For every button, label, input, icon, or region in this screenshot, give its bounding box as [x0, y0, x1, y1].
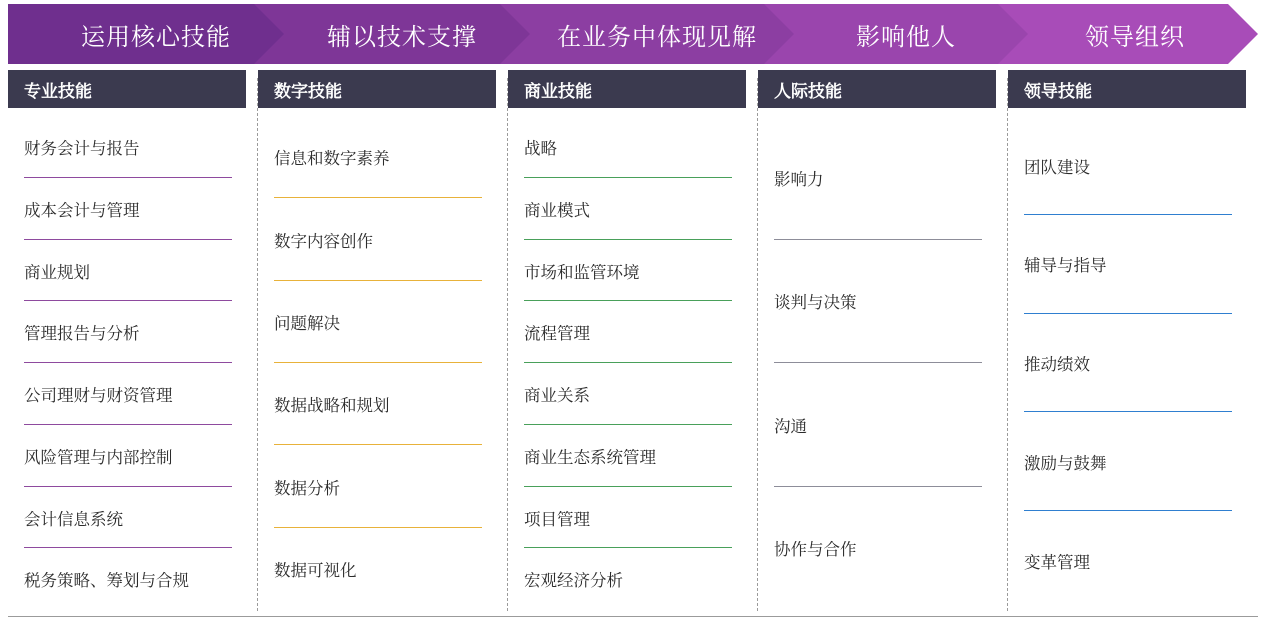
chevron-label-4: 影响他人	[856, 23, 956, 51]
skills-columns	[8, 70, 1258, 615]
list-item[interactable]: 项目管理	[524, 486, 732, 548]
list-item[interactable]: 流程管理	[524, 300, 732, 362]
column-leadership-skills	[1008, 70, 1258, 615]
list-item[interactable]: 战略	[524, 140, 557, 159]
list-item[interactable]: 数据可视化	[274, 527, 482, 609]
list-item[interactable]: 数据战略和规划	[274, 362, 482, 444]
list-item[interactable]: 成本会计与管理	[24, 177, 232, 239]
chevron-stage-3[interactable]	[500, 4, 800, 64]
column-body-5	[1008, 108, 1258, 615]
list-item[interactable]: 影响力	[774, 170, 824, 189]
list-item[interactable]: 激励与鼓舞	[1024, 411, 1232, 510]
list-item[interactable]: 公司理财与财资管理	[24, 362, 232, 424]
chevron-stage-4[interactable]	[764, 4, 1034, 64]
column-header-2: 数字技能	[258, 70, 496, 108]
column-header-5: 领导技能	[1008, 70, 1246, 108]
column-header-1: 专业技能	[8, 70, 246, 108]
chevron-label-2: 辅以技术支撑	[327, 23, 477, 51]
column-body-1	[8, 108, 258, 615]
list-item[interactable]: 财务会计与报告	[24, 140, 140, 159]
list-item[interactable]: 推动绩效	[1024, 313, 1232, 412]
list-item[interactable]: 税务策略、筹划与合规	[24, 547, 232, 609]
column-business-skills	[508, 70, 758, 615]
list-item[interactable]: 谈判与决策	[774, 239, 982, 363]
list-item[interactable]: 商业生态系统管理	[524, 424, 732, 486]
chevron-stage-2[interactable]	[254, 4, 536, 64]
column-digital-skills	[258, 70, 508, 615]
chevron-label-5: 领导组织	[1085, 23, 1185, 51]
column-professional-skills	[8, 70, 258, 615]
chevron-stage-1[interactable]	[8, 4, 290, 64]
list-item[interactable]: 变革管理	[1024, 510, 1232, 609]
list-item[interactable]: 沟通	[774, 362, 982, 486]
list-item[interactable]: 数字内容创作	[274, 197, 482, 279]
list-item[interactable]: 协作与合作	[774, 486, 982, 610]
column-body-4	[758, 108, 1008, 615]
list-item[interactable]: 数据分析	[274, 444, 482, 526]
column-body-2	[258, 108, 508, 615]
bottom-divider	[8, 616, 1258, 617]
column-interpersonal-skills	[758, 70, 1008, 615]
list-item[interactable]: 问题解决	[274, 280, 482, 362]
chevron-label-3: 在业务中体现见解	[557, 23, 757, 51]
column-header-3: 商业技能	[508, 70, 746, 108]
list-item[interactable]: 信息和数字素养	[274, 150, 390, 169]
list-item[interactable]: 管理报告与分析	[24, 300, 232, 362]
list-item[interactable]: 商业模式	[524, 177, 732, 239]
list-item[interactable]: 商业规划	[24, 239, 232, 301]
list-item[interactable]: 宏观经济分析	[524, 547, 732, 609]
list-item[interactable]: 市场和监管环境	[524, 239, 732, 301]
chevron-stage-5[interactable]	[998, 4, 1258, 64]
chevron-label-1: 运用核心技能	[81, 23, 231, 51]
list-item[interactable]: 风险管理与内部控制	[24, 424, 232, 486]
column-header-4: 人际技能	[758, 70, 996, 108]
list-item[interactable]: 团队建设	[1024, 158, 1090, 177]
chevron-band	[8, 4, 1258, 64]
list-item[interactable]: 辅导与指导	[1024, 214, 1232, 313]
list-item[interactable]: 商业关系	[524, 362, 732, 424]
column-body-3	[508, 108, 758, 615]
list-item[interactable]: 会计信息系统	[24, 486, 232, 548]
